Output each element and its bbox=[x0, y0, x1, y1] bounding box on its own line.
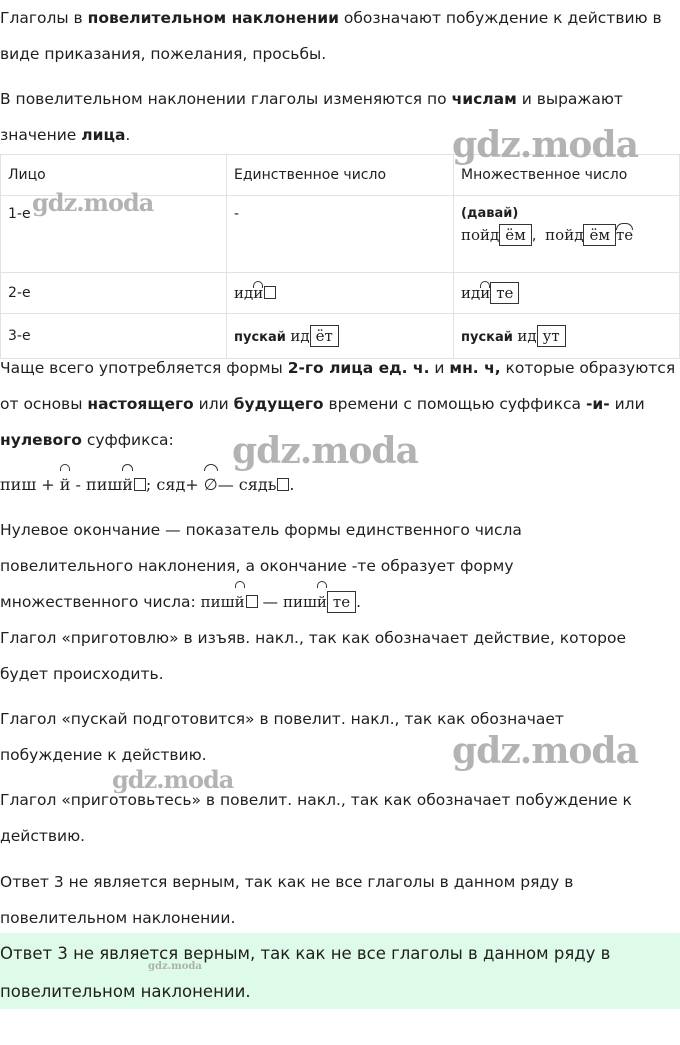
word-suffix: й bbox=[60, 467, 71, 503]
example-text: — сядь bbox=[217, 475, 277, 494]
particle: пускай bbox=[234, 330, 286, 345]
intro-text: и выражают bbox=[516, 90, 623, 108]
zero-ending-icon bbox=[134, 478, 146, 491]
word-suffix: й bbox=[235, 584, 245, 620]
word-stem: ид bbox=[290, 327, 310, 345]
text: от основы bbox=[0, 395, 88, 413]
explanation-1 bbox=[0, 620, 680, 692]
table-cell-plural bbox=[454, 196, 680, 273]
zero-ending-icon bbox=[246, 595, 258, 608]
watermark: gdz.moda bbox=[112, 765, 234, 794]
text: времени с помощью суффикса bbox=[323, 395, 586, 413]
word-stem: ид bbox=[517, 327, 537, 345]
table-cell-person: 1-е bbox=[1, 196, 227, 273]
word-stem: пиш bbox=[200, 593, 235, 611]
term: будущего bbox=[233, 395, 324, 413]
plural-label: (давай) bbox=[461, 206, 519, 221]
text: Нулевое окончание — показатель формы единственного числа bbox=[0, 521, 522, 539]
example-line bbox=[0, 467, 680, 503]
answer-line: Ответ 3 не является верным, так как не все глаголы в данном ряду в bbox=[0, 944, 611, 963]
zero-ending-icon bbox=[264, 286, 276, 299]
text: побуждение к действию. bbox=[0, 746, 207, 764]
text: или bbox=[609, 395, 645, 413]
word-ending: ёт bbox=[310, 325, 339, 347]
term: мн. ч, bbox=[449, 359, 501, 377]
text: Чаще всего употребляется формы bbox=[0, 359, 288, 377]
term: нулевого bbox=[0, 431, 82, 449]
watermark: gdz.moda bbox=[452, 730, 638, 772]
example-text: . bbox=[289, 475, 295, 494]
term-person: лица bbox=[81, 126, 126, 144]
intro-text: В повелительном наклонении глаголы изменяются по bbox=[0, 90, 452, 108]
word-stem: ид bbox=[461, 284, 481, 302]
intro-text: значение bbox=[0, 126, 82, 144]
term: 2-го лица ед. ч. bbox=[287, 359, 430, 377]
text: суффикса: bbox=[81, 431, 174, 449]
text: . bbox=[356, 593, 362, 611]
text: повелительного наклонения, а окончание -те образует форму bbox=[0, 557, 514, 575]
word-suffix: те bbox=[615, 226, 634, 244]
word-stem: пойд bbox=[545, 226, 584, 244]
example-text: - пиш bbox=[70, 475, 123, 494]
word-ending: ут bbox=[537, 325, 566, 347]
word-suffix: й bbox=[122, 467, 133, 503]
watermark: gdz.moda bbox=[32, 188, 154, 217]
text: Глагол «приготовлю» в изъяв. накл., так как обозначает действие, которое bbox=[0, 629, 627, 647]
watermark: gdz.moda bbox=[148, 961, 202, 972]
zero-suffix-icon: ∅ bbox=[204, 467, 218, 503]
text: действию. bbox=[0, 827, 86, 845]
text: Глагол «приготовьтесь» в повелит. накл., так как обозначает побуждение к bbox=[0, 791, 632, 809]
separator: , bbox=[531, 228, 537, 244]
text: и bbox=[429, 359, 450, 377]
table-row bbox=[1, 273, 680, 314]
word-suffix: и bbox=[253, 284, 264, 302]
answer-line: повелительном наклонении. bbox=[0, 982, 251, 1001]
text: которые образуются bbox=[500, 359, 676, 377]
table-cell-singular bbox=[227, 273, 454, 314]
term-imperative: повелительном наклонении bbox=[87, 9, 339, 27]
word-ending: ём bbox=[583, 224, 616, 246]
term: -и- bbox=[585, 395, 610, 413]
text: Глагол «пускай подготовится» в повелит. накл., так как обозначает bbox=[0, 710, 564, 728]
word-ending: ём bbox=[499, 224, 532, 246]
table-cell-plural bbox=[454, 273, 680, 314]
word-suffix: и bbox=[480, 284, 491, 302]
table-header: Единственное число bbox=[227, 155, 454, 196]
table-header: Лицо bbox=[1, 155, 227, 196]
table-cell-person: 3-е bbox=[1, 314, 227, 359]
watermark: gdz.moda bbox=[232, 430, 418, 472]
zero-ending-paragraph bbox=[0, 512, 680, 620]
zero-ending-icon bbox=[277, 478, 289, 491]
example-text: пиш + bbox=[0, 475, 60, 494]
text: Ответ 3 не является верным, так как не все глаголы в данном ряду в bbox=[0, 873, 574, 891]
text: множественного числа: bbox=[0, 593, 201, 611]
conjugation-table bbox=[0, 154, 680, 359]
explanation-4 bbox=[0, 864, 680, 936]
word-ending: те bbox=[327, 591, 356, 613]
answer-box bbox=[0, 933, 680, 1009]
text: повелительном наклонении. bbox=[0, 909, 236, 927]
word-stem: ид bbox=[234, 284, 254, 302]
text: или bbox=[193, 395, 234, 413]
table-header: Множественное число bbox=[454, 155, 680, 196]
word-stem: пойд bbox=[461, 226, 500, 244]
intro-text: виде приказания, пожелания, просьбы. bbox=[0, 45, 327, 63]
table-cell-singular: - bbox=[227, 196, 454, 273]
term: настоящего bbox=[87, 395, 194, 413]
watermark: gdz.moda bbox=[452, 124, 638, 166]
word-stem: пиш bbox=[282, 593, 317, 611]
word-suffix: й bbox=[317, 584, 327, 620]
explanation-3 bbox=[0, 782, 680, 854]
particle: пускай bbox=[461, 330, 513, 345]
text: — bbox=[257, 593, 283, 611]
intro-text: . bbox=[125, 126, 131, 144]
example-text: ; сяд+ bbox=[145, 475, 204, 494]
intro-text: Глаголы в bbox=[0, 9, 88, 27]
intro-text: обозначают побуждение к действию в bbox=[338, 9, 662, 27]
text: будет происходить. bbox=[0, 665, 164, 683]
term-number: числам bbox=[451, 90, 517, 108]
intro-paragraph-1 bbox=[0, 0, 680, 72]
word-ending: те bbox=[490, 282, 519, 304]
table-cell-person: 2-е bbox=[1, 273, 227, 314]
